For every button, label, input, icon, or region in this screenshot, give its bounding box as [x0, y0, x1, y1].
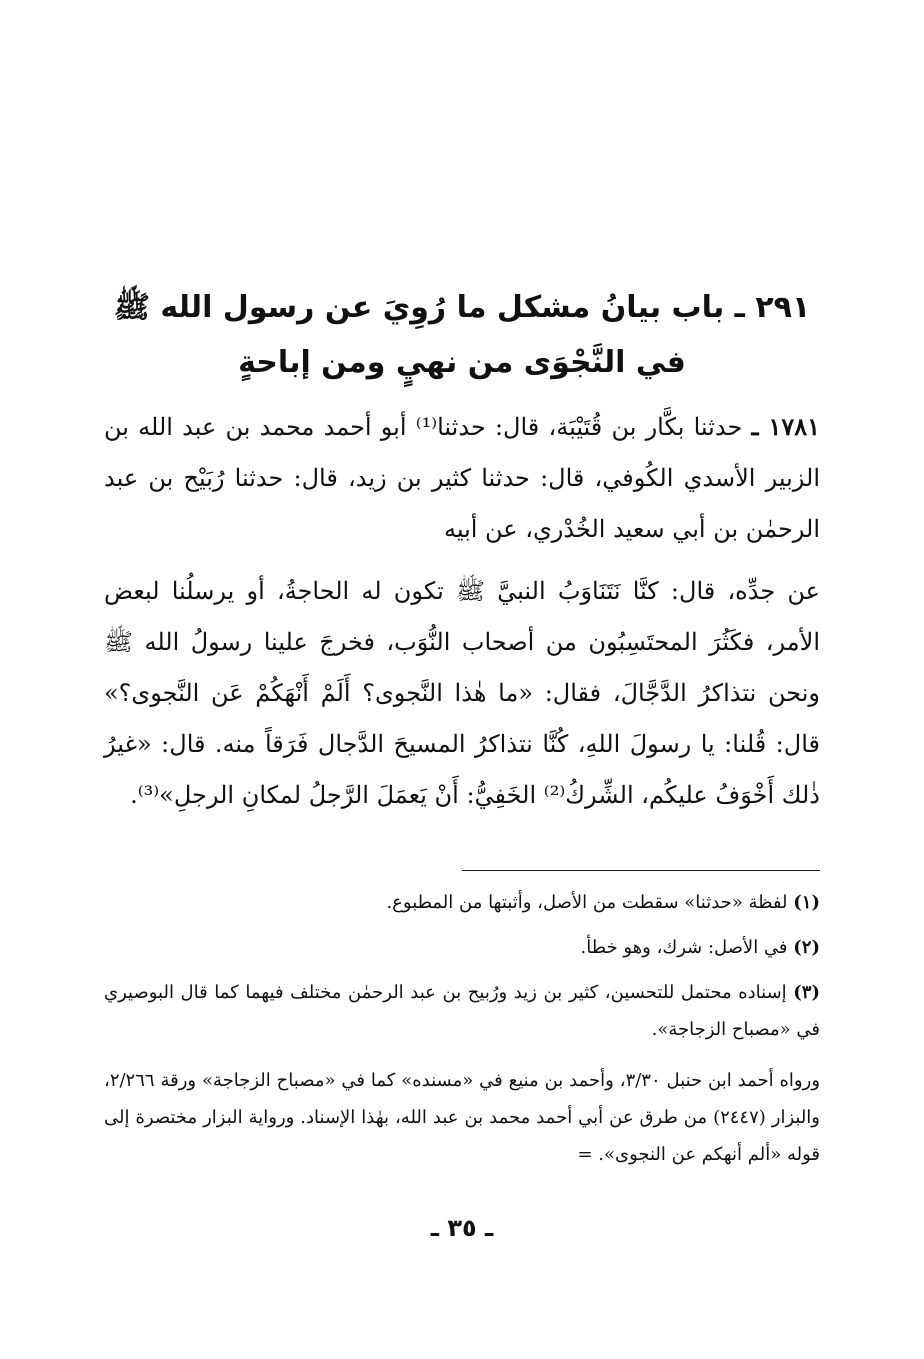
chapter-subtitle: في النَّجْوَى من نهيٍ ومن إباحةٍ	[238, 345, 686, 380]
footnote-number: (٣)	[793, 982, 820, 1003]
page-number: ـ ٣٥ ـ	[430, 1214, 494, 1242]
chapter-title: ٢٩١ ـ باب بيانُ مشكل ما رُوِيَ عن رسول الله ﷺ	[113, 290, 811, 325]
hadith-isnad: حدثنا بكَّار بن قُتَيْبَة، قال: حدثنا⁽¹⁾ أبو أحمد محمد بن عبد الله بن الزبير الأسدي الكُوفي، قال: حدثنا كثير بن زيد، قال: حدثنا رُبَيْح بن عبد الرحمٰن بن أبي سعيد الخُدْري، عن أبيه	[104, 413, 820, 543]
hadith-isnad-paragraph	[104, 401, 820, 555]
footnote-3	[104, 974, 820, 1048]
footnote-number: (٢)	[793, 937, 820, 958]
footnote-3-continuation	[104, 1062, 820, 1173]
footnote-text: في الأصل: شرك، وهو خطأ.	[580, 937, 788, 958]
footnote-divider	[462, 870, 820, 871]
hadith-matn: عن جدِّه، قال: كنَّا نَتَنَاوَبُ النبيَّ ﷺ تكون له الحاجةُ، أو يرسلُنا لبعض الأمر، فكَثُرَ المحتَسِبُون من أصحاب النُّوَب، فخرجَ علينا رسولُ الله ﷺ ونحن نتذاكرُ الدَّجَّالَ، فقال: «ما هٰذا النَّجوى؟ أَلَمْ أَنْهَكُمْ عَن النَّجوى؟» قال: قُلنا: يا رسولَ اللهِ، كُنَّا نتذاكرُ المسيحَ الدَّجال فَرَقاً منه. قال: «غيرُ ذٰلك أَخْوَفُ عليكُم، الشِّركُ⁽²⁾ الخَفِيُّ: أَنْ يَعمَلَ الرَّجلُ لمكانِ الرجلِ»⁽³⁾.	[104, 577, 820, 809]
footnote-text: ورواه أحمد ابن حنبل ٣/٣٠، وأحمد بن منيع في «مسنده» كما في «مصباح الزجاجة» ورقة ٢/٢٦٦، والبزار (٢٤٤٧) من طرق عن أبي أحمد محمد بن عبد الله، بهٰذا الإسناد. ورواية البزار مختصرة إلى قوله «ألم أنهكم عن النجوى». =	[104, 1070, 821, 1165]
footnote-1	[104, 884, 820, 921]
footnote-2	[104, 929, 820, 966]
footnote-text: إسناده محتمل للتحسين، كثير بن زيد ورُبيح بن عبد الرحمٰن مختلف فيهما كما قال البوصيري في «مصباح الزجاجة».	[104, 982, 820, 1040]
footnote-text: لفظة «حدثنا» سقطت من الأصل، وأثبتها من المطبوع.	[386, 892, 788, 913]
hadith-number: ١٧٨١ ـ	[751, 412, 820, 441]
footnotes	[104, 884, 820, 1173]
footnote-number: (١)	[793, 892, 820, 913]
